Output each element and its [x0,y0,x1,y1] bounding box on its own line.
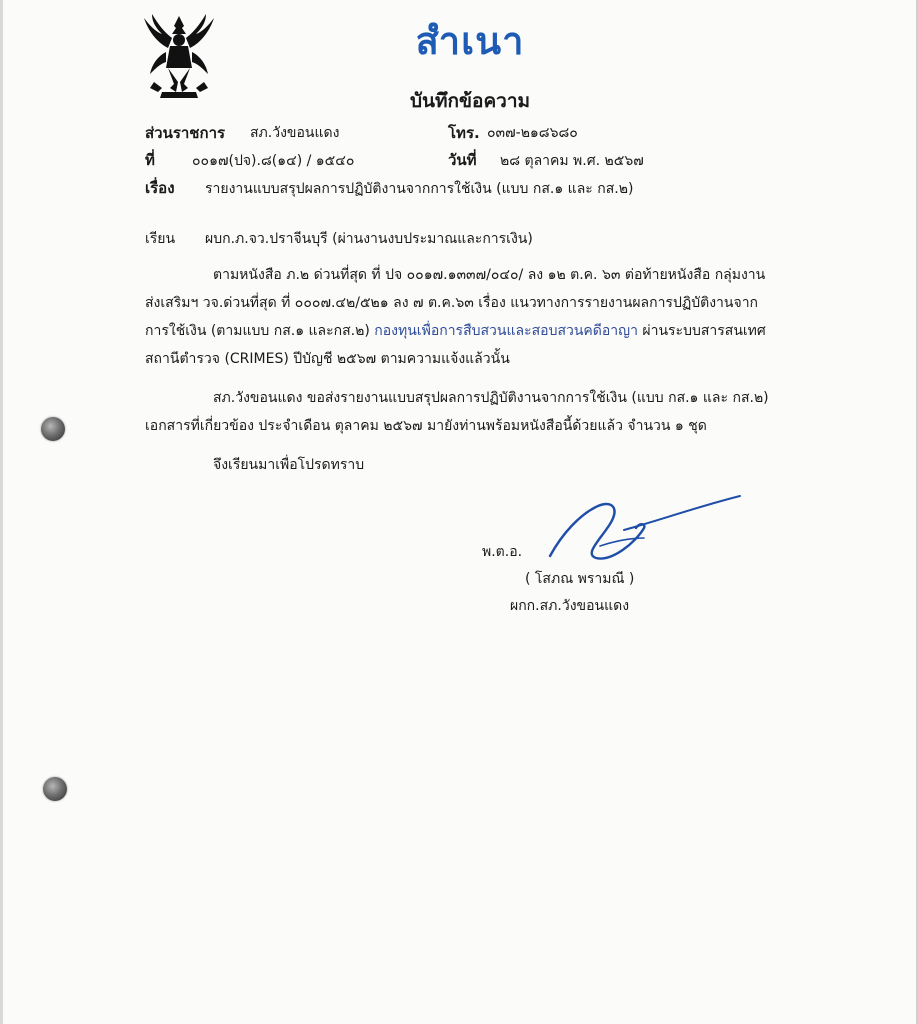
department-label: ส่วนราชการ [145,124,226,142]
signature-icon [540,488,750,568]
number-value: ๐๐๑๗(ปจ).๘(๑๔) / ๑๕๔๐ [192,153,355,169]
page-edge-left [0,0,3,1024]
fund-name-text: กองทุนเพื่อการสืบสวนและสอบสวนคดีอาญา [374,323,638,339]
copy-stamp: สำเนา [415,19,525,63]
paragraph1-line3-a: การใช้เงิน (ตามแบบ กส.๑ และกส.๒) [145,323,375,339]
signer-rank: พ.ต.อ. [482,544,523,560]
salutation-value: ผบก.ภ.จว.ปราจีนบุรี (ผ่านงานงบประมาณและการเงิน) [205,231,533,247]
paragraph2-line1: สภ.วังขอนแดง ขอส่งรายงานแบบสรุปผลการปฏิบัติงานจากการใช้เงิน (แบบ กส.๑ และ กส.๒) [213,390,769,406]
paragraph1-line1: ตามหนังสือ ภ.๒ ด่วนที่สุด ที่ ปจ ๐๐๑๗.๑๓๓๗/๐๔๐/ ลง ๑๒ ต.ค. ๖๓ ต่อท้ายหนังสือ กลุ่มงาน [213,267,766,283]
memo-title: บันทึกข้อความ [409,90,531,112]
date-label: วันที่ [448,151,477,169]
department-value: สภ.วังขอนแดง [250,125,340,141]
garuda-emblem-icon [140,12,218,102]
paragraph1-line4: สถานีตำรวจ (CRIMES) ปีบัญชี ๒๕๖๗ ตามความแจ้งแล้วนั้น [145,351,510,367]
paragraph1-line2: ส่งเสริมฯ วจ.ด่วนที่สุด ที่ ๐๐๐๗.๔๒/๕๒๑ ลง ๗ ต.ค.๖๓ เรื่อง แนวทางการรายงานผลการปฏิบัติงานจาก [145,295,759,311]
salutation-label: เรียน [145,231,176,247]
closing-text: จึงเรียนมาเพื่อโปรดทราบ [213,457,365,473]
paragraph1-line3-c: ผ่านระบบสารสนเทศ [637,323,766,339]
signer-name: ( โสภณ พรามณี ) [525,571,635,587]
phone-label: โทร. [448,124,480,142]
subject-label: เรื่อง [145,179,175,197]
paragraph1-line3 [145,320,766,342]
phone-value: ๐๓๗-๒๑๘๖๘๐ [487,125,578,141]
punch-hole-icon [43,777,67,801]
subject-value: รายงานแบบสรุปผลการปฏิบัติงานจากการใช้เงิน (แบบ กส.๑ และ กส.๒) [205,181,634,197]
signer-position: ผกก.สภ.วังขอนแดง [510,598,630,614]
paragraph2-line2: เอกสารที่เกี่ยวข้อง ประจำเดือน ตุลาคม ๒๕๖๗ มายังท่านพร้อมหนังสือนี้ด้วยแล้ว จำนวน ๑ ชุด [145,418,707,434]
number-label: ที่ [145,151,155,169]
date-value: ๒๘ ตุลาคม พ.ศ. ๒๕๖๗ [500,153,644,169]
punch-hole-icon [41,417,65,441]
